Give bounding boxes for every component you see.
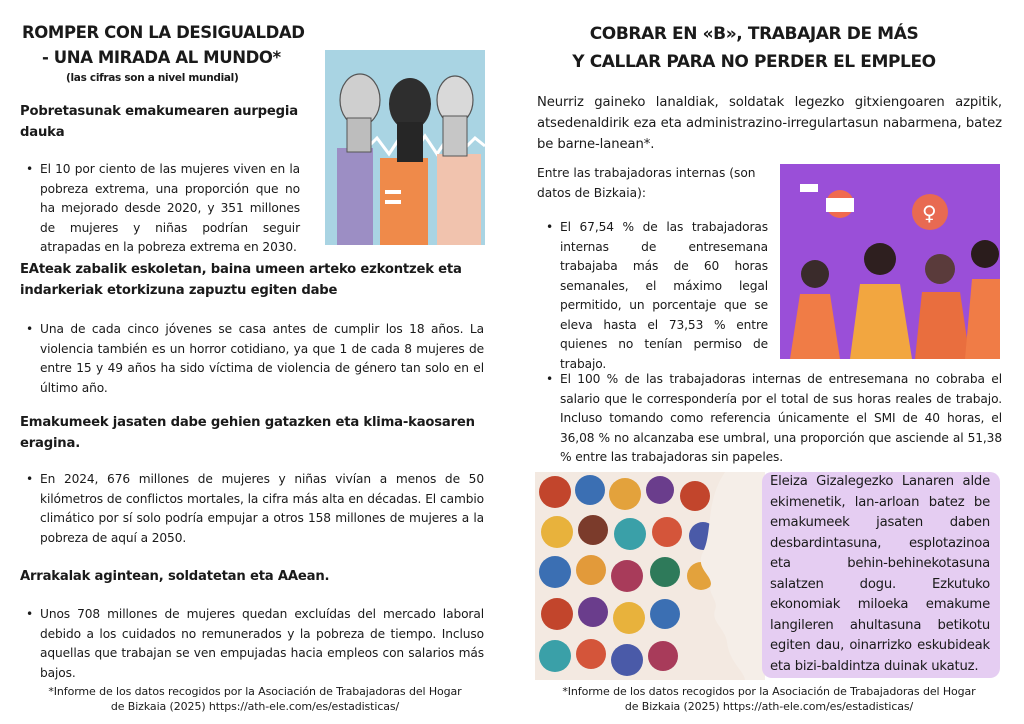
bullet-dot-icon: •: [546, 372, 554, 386]
women-protest-illustration: [780, 164, 1000, 359]
section-heading-schools: EAteak zabalik eskoletan, baina umeen arteko ezkontzek eta indarkeriak etorkizuna zapuztu egiten dabe: [20, 262, 462, 298]
right-title: [568, 20, 940, 76]
bullet-gaps-text: Unos 708 millones de mujeres quedan excluídas del mercado laboral debido a los cuidados no remunerados y la pobreza de tiempo. Incluso aquellas que trabajan se ven empujadas hacia empleos con salarios más bajos.: [40, 607, 484, 680]
bullet-dot-icon: •: [546, 220, 554, 234]
left-title-line1: ROMPER CON LA DESIGUALDAD: [22, 23, 305, 42]
right-bullet-hours: [546, 218, 768, 374]
bullet-poverty: [26, 160, 300, 258]
svg-text:♀: ♀: [922, 201, 937, 225]
bullet-dot-icon: •: [26, 162, 34, 176]
left-footnote: [20, 684, 490, 714]
left-footnote-line2: de Bizkaia (2025) https://ath-ele.com/es/estadisticas/: [110, 700, 400, 713]
bullet-dot-icon: •: [26, 472, 34, 486]
right-intro: Neurriz gaineko lanaldiak, soldatak legezko gitxiengoaren azpitik, atsedenaldirik eza eta administrazino-irregulartasun nabarmena, batez be barne-lanean*.: [537, 95, 1002, 152]
left-title: [22, 20, 322, 70]
right-title-line2: Y CALLAR PARA NO PERDER EL EMPLEO: [572, 52, 936, 72]
right-bullet-salary: [546, 370, 1002, 468]
purple-callout-box: [762, 472, 1000, 678]
purple-callout-text: Eleiza Gizalegezko Lanaren alde ekimenetik, lan-arloan batez be emakumeek jasaten daben desbardintasuna, esplotazinoa eta behin-behinekotasuna salatzen dogu. Ezkutuko ekonomiak miloeka emakume langileren ahultasuna betikotu egiten dau, oinarrizko eskubideak eta bizi-baldintza duinak ukatuz.: [770, 474, 990, 674]
right-footnote-line2: de Bizkaia (2025) https://ath-ele.com/es/estadisticas/: [624, 700, 914, 713]
left-title-line2: - UNA MIRADA AL MUNDO*: [42, 48, 281, 67]
raised-fists-illustration: [325, 50, 485, 245]
bullet-dot-icon: •: [26, 607, 34, 621]
protest-icon: [780, 164, 1000, 359]
bullet-schools: [26, 320, 484, 398]
bullet-gaps: [26, 605, 484, 683]
women-faces-illustration: [535, 472, 765, 680]
section-heading-poverty: Pobretasunak emakumearen aurpegia dauka: [20, 104, 298, 140]
faces-icon: [535, 472, 765, 680]
bullet-dot-icon: •: [26, 322, 34, 336]
left-footnote-line1: *Informe de los datos recogidos por la Asociación de Trabajadoras del Hogar: [48, 685, 462, 698]
bullet-conflict-text: En 2024, 676 millones de mujeres y niñas vivían a menos de 50 kilómetros de conflictos mortales, la cifra más alta en décadas. El cambio climático por sí solo podría empujar a otros 158 millones de mujeres a la pobreza de aquí a 2050.: [40, 472, 484, 545]
right-footnote-line1: *Informe de los datos recogidos por la Asociación de Trabajadoras del Hogar: [562, 685, 976, 698]
right-bullet-salary-text: El 100 % de las trabajadoras internas de entresemana no cobraba el salario que le correspondería por el total de sus horas reales de trabajo. Incluso tomando como referencia únicamente el SMI de 40 horas, el 36,08 % no alcanzaba ese umbral, una proporción que asciende al 51,38 % entre las trabajadoras sin papeles.: [560, 372, 1002, 464]
left-subtitle: (las cifras son a nivel mundial): [66, 72, 239, 84]
right-footnote: [534, 684, 1004, 714]
right-note: Entre las trabajadoras internas (son datos de Bizkaia):: [537, 166, 756, 200]
section-heading-gaps: Arrakalak agintean, soldatetan eta AAean.: [20, 569, 330, 584]
right-title-line1: COBRAR EN «B», TRABAJAR DE MÁS: [589, 24, 919, 44]
raised-fists-icon: [325, 50, 485, 245]
bullet-schools-text: Una de cada cinco jóvenes se casa antes de cumplir los 18 años. La violencia también es un horror cotidiano, ya que 1 de cada 8 mujeres de entre 15 y 49 años ha sido víctima de violencia de género tan solo en el último año.: [40, 322, 484, 395]
bullet-conflict: [26, 470, 484, 548]
section-heading-conflict: Emakumeek jasaten dabe gehien gatazken eta klima-kaosaren eragina.: [20, 415, 475, 451]
right-bullet-hours-text: El 67,54 % de las trabajadoras internas de entresemana trabajaba más de 60 horas semanales, el máximo legal permitido, un porcentaje que se eleva hasta el 73,53 % entre quienes no tenían permiso de trabajo.: [560, 220, 768, 371]
bullet-poverty-text: El 10 por ciento de las mujeres viven en la pobreza extrema, una proporción que no ha mejorado desde 2020, y 351 millones de mujeres y niñas podrían seguir atrapadas en la pobreza extrema en 2030.: [40, 162, 300, 254]
